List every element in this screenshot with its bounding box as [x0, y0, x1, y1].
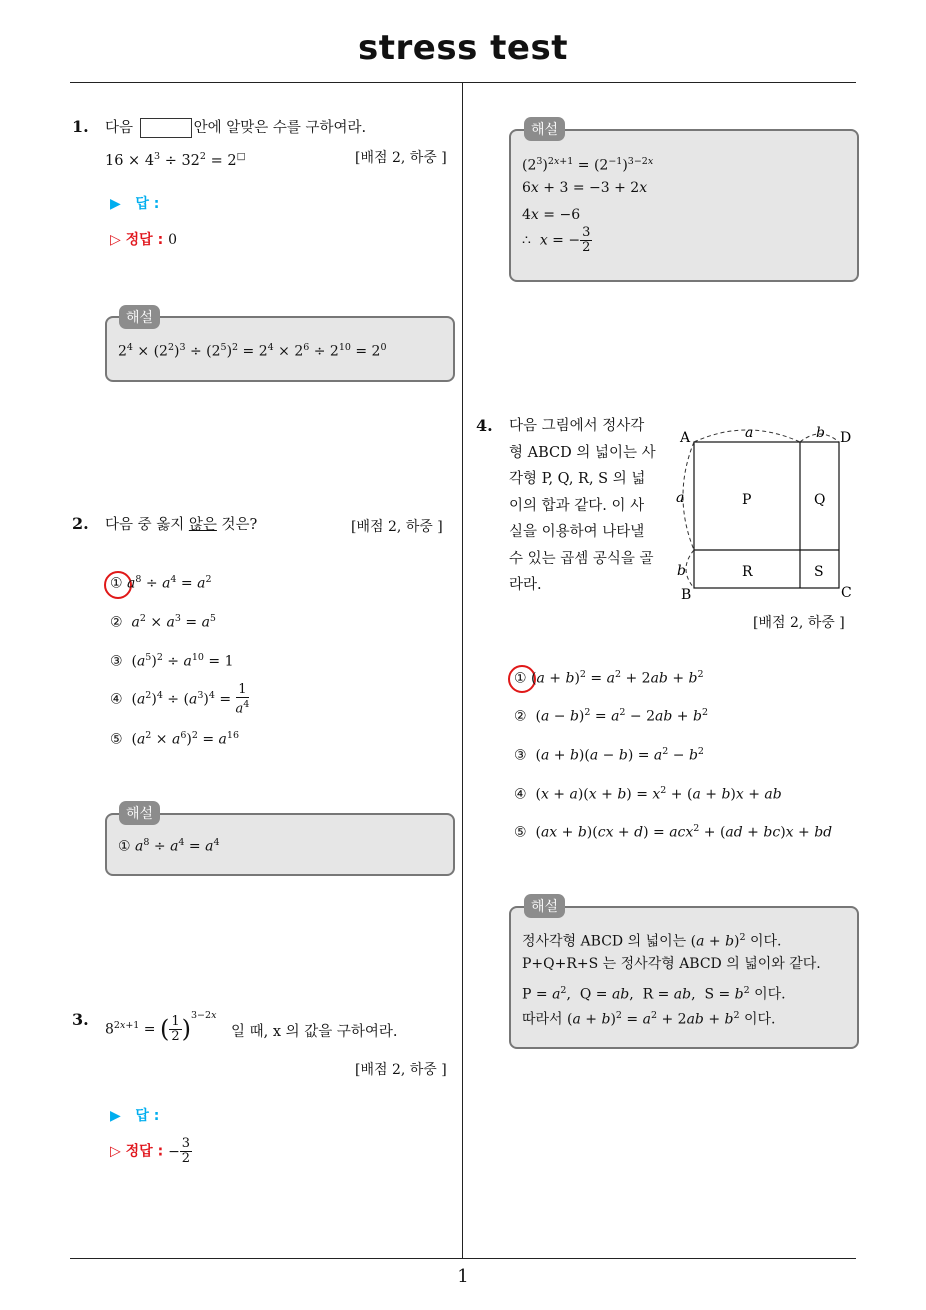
- question-4-line: 실을 이용하여 나타낼: [509, 524, 645, 540]
- option-marker: ④: [110, 691, 123, 708]
- solution-line-2: 6x + 3 = −3 + 2x: [522, 180, 648, 196]
- option-marker: ③: [514, 747, 527, 764]
- page-number: 1: [457, 1266, 469, 1287]
- region-s: S: [814, 564, 824, 580]
- option-4[interactable]: ④ $(x + a)(x + b) = x^2 + (a + b)x$ + ab: [514, 785, 782, 803]
- solution-line-4: ∴ x = − $\frac{3}{2}$: [522, 225, 591, 255]
- question-4-points: [배점 2, 하중 ]: [753, 615, 845, 631]
- column-divider: [462, 83, 463, 1258]
- solution-tag: 해설: [524, 117, 565, 141]
- vertex-d: D: [840, 430, 852, 446]
- vertex-c: C: [841, 585, 852, 601]
- solution-text: ① $a^8 \div a^4 = a^4$: [118, 837, 220, 855]
- option-2[interactable]: ② $(a - b)^2 = a^2 - 2ab + b^2$: [514, 707, 708, 725]
- label-a-top: a: [745, 425, 754, 441]
- brace-b-left: [686, 550, 694, 588]
- region-p: P: [742, 492, 752, 508]
- question-2-text: [105, 513, 257, 538]
- question-1-text-after: 안에 알맞은 수를 구하여라.: [193, 120, 367, 136]
- question-1-answer-row[interactable]: [110, 193, 159, 213]
- question-4-line: 각형 P, Q, R, S 의 넓: [509, 471, 646, 487]
- option-marker: ④: [514, 786, 527, 803]
- option-3[interactable]: ③ $(a + b)(a - b) = a^2 - b^2$: [514, 746, 704, 764]
- answer-blank: [140, 118, 192, 138]
- answer-label: 답 :: [135, 1108, 160, 1124]
- option-marker: ⑤: [110, 731, 123, 748]
- question-3-answer-row[interactable]: [110, 1105, 159, 1125]
- question-1-number: 1.: [72, 117, 89, 136]
- question-2-text-b: 것은?: [216, 517, 258, 533]
- question-2-points: [배점 2, 하중 ]: [351, 519, 443, 535]
- question-2-text-a: 다음 중 옳지: [105, 517, 189, 533]
- solution-tag: 해설: [524, 894, 565, 918]
- answer-label: 답 :: [135, 196, 160, 212]
- question-2-number: 2.: [72, 514, 89, 533]
- correct-value: 0: [168, 232, 177, 248]
- question-2-text-underlined: 않은: [188, 517, 217, 533]
- option-marker: ①: [514, 670, 527, 687]
- correct-value: − $\frac{3}{2}$: [168, 1136, 191, 1166]
- correct-label: 정답 :: [125, 232, 164, 248]
- option-4[interactable]: ④ $(a^2)^4 \div (a^3)^4$ = $\frac{1}{a^4}$: [110, 682, 250, 717]
- question-1-text-before: 다음: [105, 120, 134, 136]
- question-3-number: 3.: [72, 1010, 89, 1029]
- vertex-b: B: [681, 587, 692, 603]
- top-rule: [70, 82, 856, 83]
- solution-line-2: P+Q+R+S 는 정사각형 ABCD 의 넓이와 같다.: [522, 956, 821, 972]
- label-b-top: b: [816, 425, 825, 441]
- solution-line-3: $P = a^2$, Q = ab, R = ab, $S = b^2$ 이다.: [522, 985, 786, 1003]
- correct-label: 정답 :: [125, 1143, 164, 1160]
- option-marker: ②: [514, 708, 527, 725]
- option-5[interactable]: ⑤ $(a^2 \times a^6)^2 = a^{16}$: [110, 730, 239, 748]
- option-marker: ③: [110, 653, 123, 670]
- outline-triangle-icon: ▷: [110, 1143, 121, 1160]
- question-1-points: [배점 2, 하중 ]: [355, 150, 447, 166]
- page-title: stress test: [358, 28, 568, 68]
- option-1[interactable]: ① $a^8 \div a^4 = a^2$: [110, 574, 212, 592]
- question-4-line: 이의 합과 같다. 이 사: [509, 497, 645, 514]
- option-marker: ②: [110, 614, 123, 631]
- square-diagram: [670, 420, 860, 605]
- solution-line-1: 정사각형 ABCD 의 넓이는 $(a + b)^2$ 이다.: [522, 932, 782, 950]
- question-3-correct-row: [110, 1137, 192, 1166]
- bottom-rule: [70, 1258, 856, 1259]
- question-4-line: 라라.: [509, 577, 542, 593]
- question-1-text: [105, 116, 366, 141]
- brace-a-left: [683, 442, 694, 550]
- region-q: Q: [814, 492, 826, 508]
- option-marker: ⑤: [514, 824, 527, 841]
- region-r: R: [742, 564, 753, 580]
- solution-line-4: 따라서 $(a + b)^2 = a^2 + 2ab + b^2$ 이다.: [522, 1010, 776, 1028]
- label-a-left: a: [676, 490, 685, 506]
- solution-tag: 해설: [119, 305, 160, 329]
- option-marker: ①: [110, 575, 123, 592]
- vertex-a: A: [680, 430, 691, 446]
- solution-tag: 해설: [119, 801, 160, 825]
- question-3-text: 일 때, x 의 값을 구하여라.: [231, 1024, 398, 1040]
- question-3-points: [배점 2, 하중 ]: [355, 1062, 447, 1078]
- option-2[interactable]: ② $a^2 \times a^3 = a^5$: [110, 613, 216, 631]
- question-4-number: 4.: [476, 416, 493, 435]
- play-icon: ▶: [110, 1108, 121, 1124]
- outline-triangle-icon: ▷: [110, 232, 121, 248]
- question-1-expression: $16 \times 4^3 \div 32^2 = 2^□$: [105, 151, 246, 169]
- question-4-line: 수 있는 곱셈 공식을 골: [509, 550, 654, 567]
- option-1[interactable]: ① $(a + b)^2 = a^2 + 2ab + b^2$: [514, 669, 704, 687]
- option-5[interactable]: ⑤ (ax + b)(cx + d) = acx$^2$ + (ad + bc)x + bd: [514, 823, 833, 841]
- question-1-correct-row: [110, 229, 177, 249]
- question-3-equation: $8^{2x+1}$ = ( $\frac{1}{2}$ )$^{3-2x}$: [105, 1010, 217, 1045]
- label-b-left: b: [677, 563, 686, 579]
- solution-text: $2^4 \times (2^2)^3 \div (2^5)^2 = 2^4 \times 2^6 \div 2^{10} = 2^0$: [118, 342, 387, 360]
- solution-line-3: 4x = −6: [522, 207, 581, 223]
- question-4-line: 다음 그림에서 정사각: [509, 418, 645, 434]
- solution-line-1: $(2^3)^{2x+1} = (2^{-1})^{3-2x}$: [522, 156, 654, 174]
- question-4-line: 형 ABCD 의 넓이는 사: [509, 444, 656, 461]
- option-3[interactable]: ③ $(a^5)^2 \div a^{10} = 1$: [110, 652, 234, 670]
- question-4-text: [509, 413, 656, 599]
- play-icon: ▶: [110, 196, 121, 212]
